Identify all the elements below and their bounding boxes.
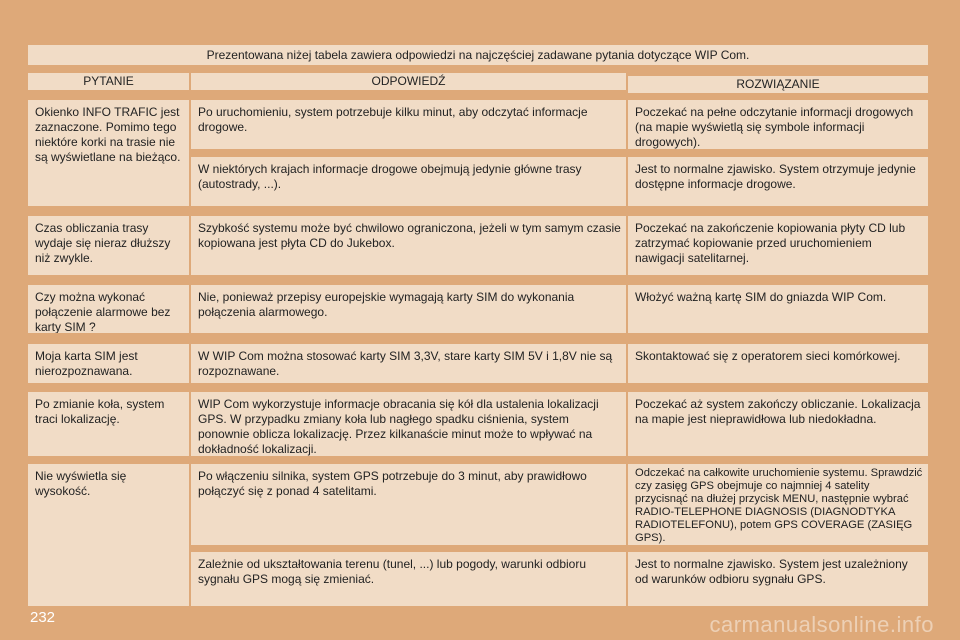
header-question: PYTANIE <box>28 73 189 90</box>
answer-cell: Po włączeniu silnika, system GPS potrzebuje do 3 minut, aby prawidłowo połączyć się z ponad 4 satelitami. <box>191 464 626 545</box>
question-cell: Czas obliczania trasy wydaje się nieraz dłuższy niż zwykle. <box>28 216 189 275</box>
question-cell: Po zmianie koła, system traci lokalizację. <box>28 392 189 456</box>
solution-cell: Włożyć ważną kartę SIM do gniazda WIP Com. <box>628 285 928 333</box>
solution-cell: Jest to normalne zjawisko. System jest uzależniony od warunków odbioru sygnału GPS. <box>628 552 928 606</box>
solution-cell: Poczekać aż system zakończy obliczanie. Lokalizacja na mapie jest nieprawidłowa lub niedokładna. <box>628 392 928 456</box>
watermark-text: carmanualsonline.info <box>709 612 934 637</box>
page-number: 232 <box>30 609 56 626</box>
question-cell: Moja karta SIM jest nierozpoznawana. <box>28 344 189 383</box>
header-answer: ODPOWIEDŹ <box>191 73 626 90</box>
answer-cell: W niektórych krajach informacje drogowe obejmują jedynie główne trasy (autostrady, ...). <box>191 157 626 206</box>
solution-cell: Poczekać na zakończenie kopiowania płyty CD lub zatrzymać kopiowanie przed uruchomieniem nawigacji satelitarnej. <box>628 216 928 275</box>
header-solution: ROZWIĄZANIE <box>628 76 928 93</box>
question-cell: Czy można wykonać połączenie alarmowe bez karty SIM ? <box>28 285 189 333</box>
intro-banner: Prezentowana niżej tabela zawiera odpowiedzi na najczęściej zadawane pytania dotyczące WIP Com. <box>28 45 928 65</box>
answer-cell: Zależnie od ukształtowania terenu (tunel, ...) lub pogody, warunki odbioru sygnału GPS mogą się zmieniać. <box>191 552 626 606</box>
answer-cell: W WIP Com można stosować karty SIM 3,3V, stare karty SIM 5V i 1,8V nie są rozpoznawane. <box>191 344 626 383</box>
answer-cell: Szybkość systemu może być chwilowo ograniczona, jeżeli w tym samym czasie kopiowana jest płyta CD do Jukebox. <box>191 216 626 275</box>
question-cell: Nie wyświetla się wysokość. <box>28 464 189 606</box>
answer-cell: Nie, ponieważ przepisy europejskie wymagają karty SIM do wykonania połączenia alarmowego. <box>191 285 626 333</box>
answer-cell: Po uruchomieniu, system potrzebuje kilku minut, aby odczytać informacje drogowe. <box>191 100 626 149</box>
question-cell: Okienko INFO TRAFIC jest zaznaczone. Pomimo tego niektóre korki na trasie nie są wyświetlane na bieżąco. <box>28 100 189 206</box>
answer-cell: WIP Com wykorzystuje informacje obracania się kół dla ustalenia lokalizacji GPS. W przypadku zmiany koła lub nagłego spadku ciśnienia, system ponownie oblicza lokalizację. Przez kilkanaście minut może to wpływać na dokładność lokalizacji. <box>191 392 626 456</box>
solution-cell: Odczekać na całkowite uruchomienie systemu. Sprawdzić czy zasięg GPS obejmuje co najmniej 4 satelity przycisnąć na dłużej przycisk MENU, następnie wybrać RADIO-TELEPHONE DIAGNOSIS (DIAGNODTYKA RADIOTELEFONU), potem GPS COVERAGE (ZASIĘG GPS). <box>628 464 928 545</box>
solution-cell: Skontaktować się z operatorem sieci komórkowej. <box>628 344 928 383</box>
solution-cell: Poczekać na pełne odczytanie informacji drogowych (na mapie wyświetlą się symbole informacji drogowych). <box>628 100 928 149</box>
solution-cell: Jest to normalne zjawisko. System otrzymuje jedynie dostępne informacje drogowe. <box>628 157 928 206</box>
